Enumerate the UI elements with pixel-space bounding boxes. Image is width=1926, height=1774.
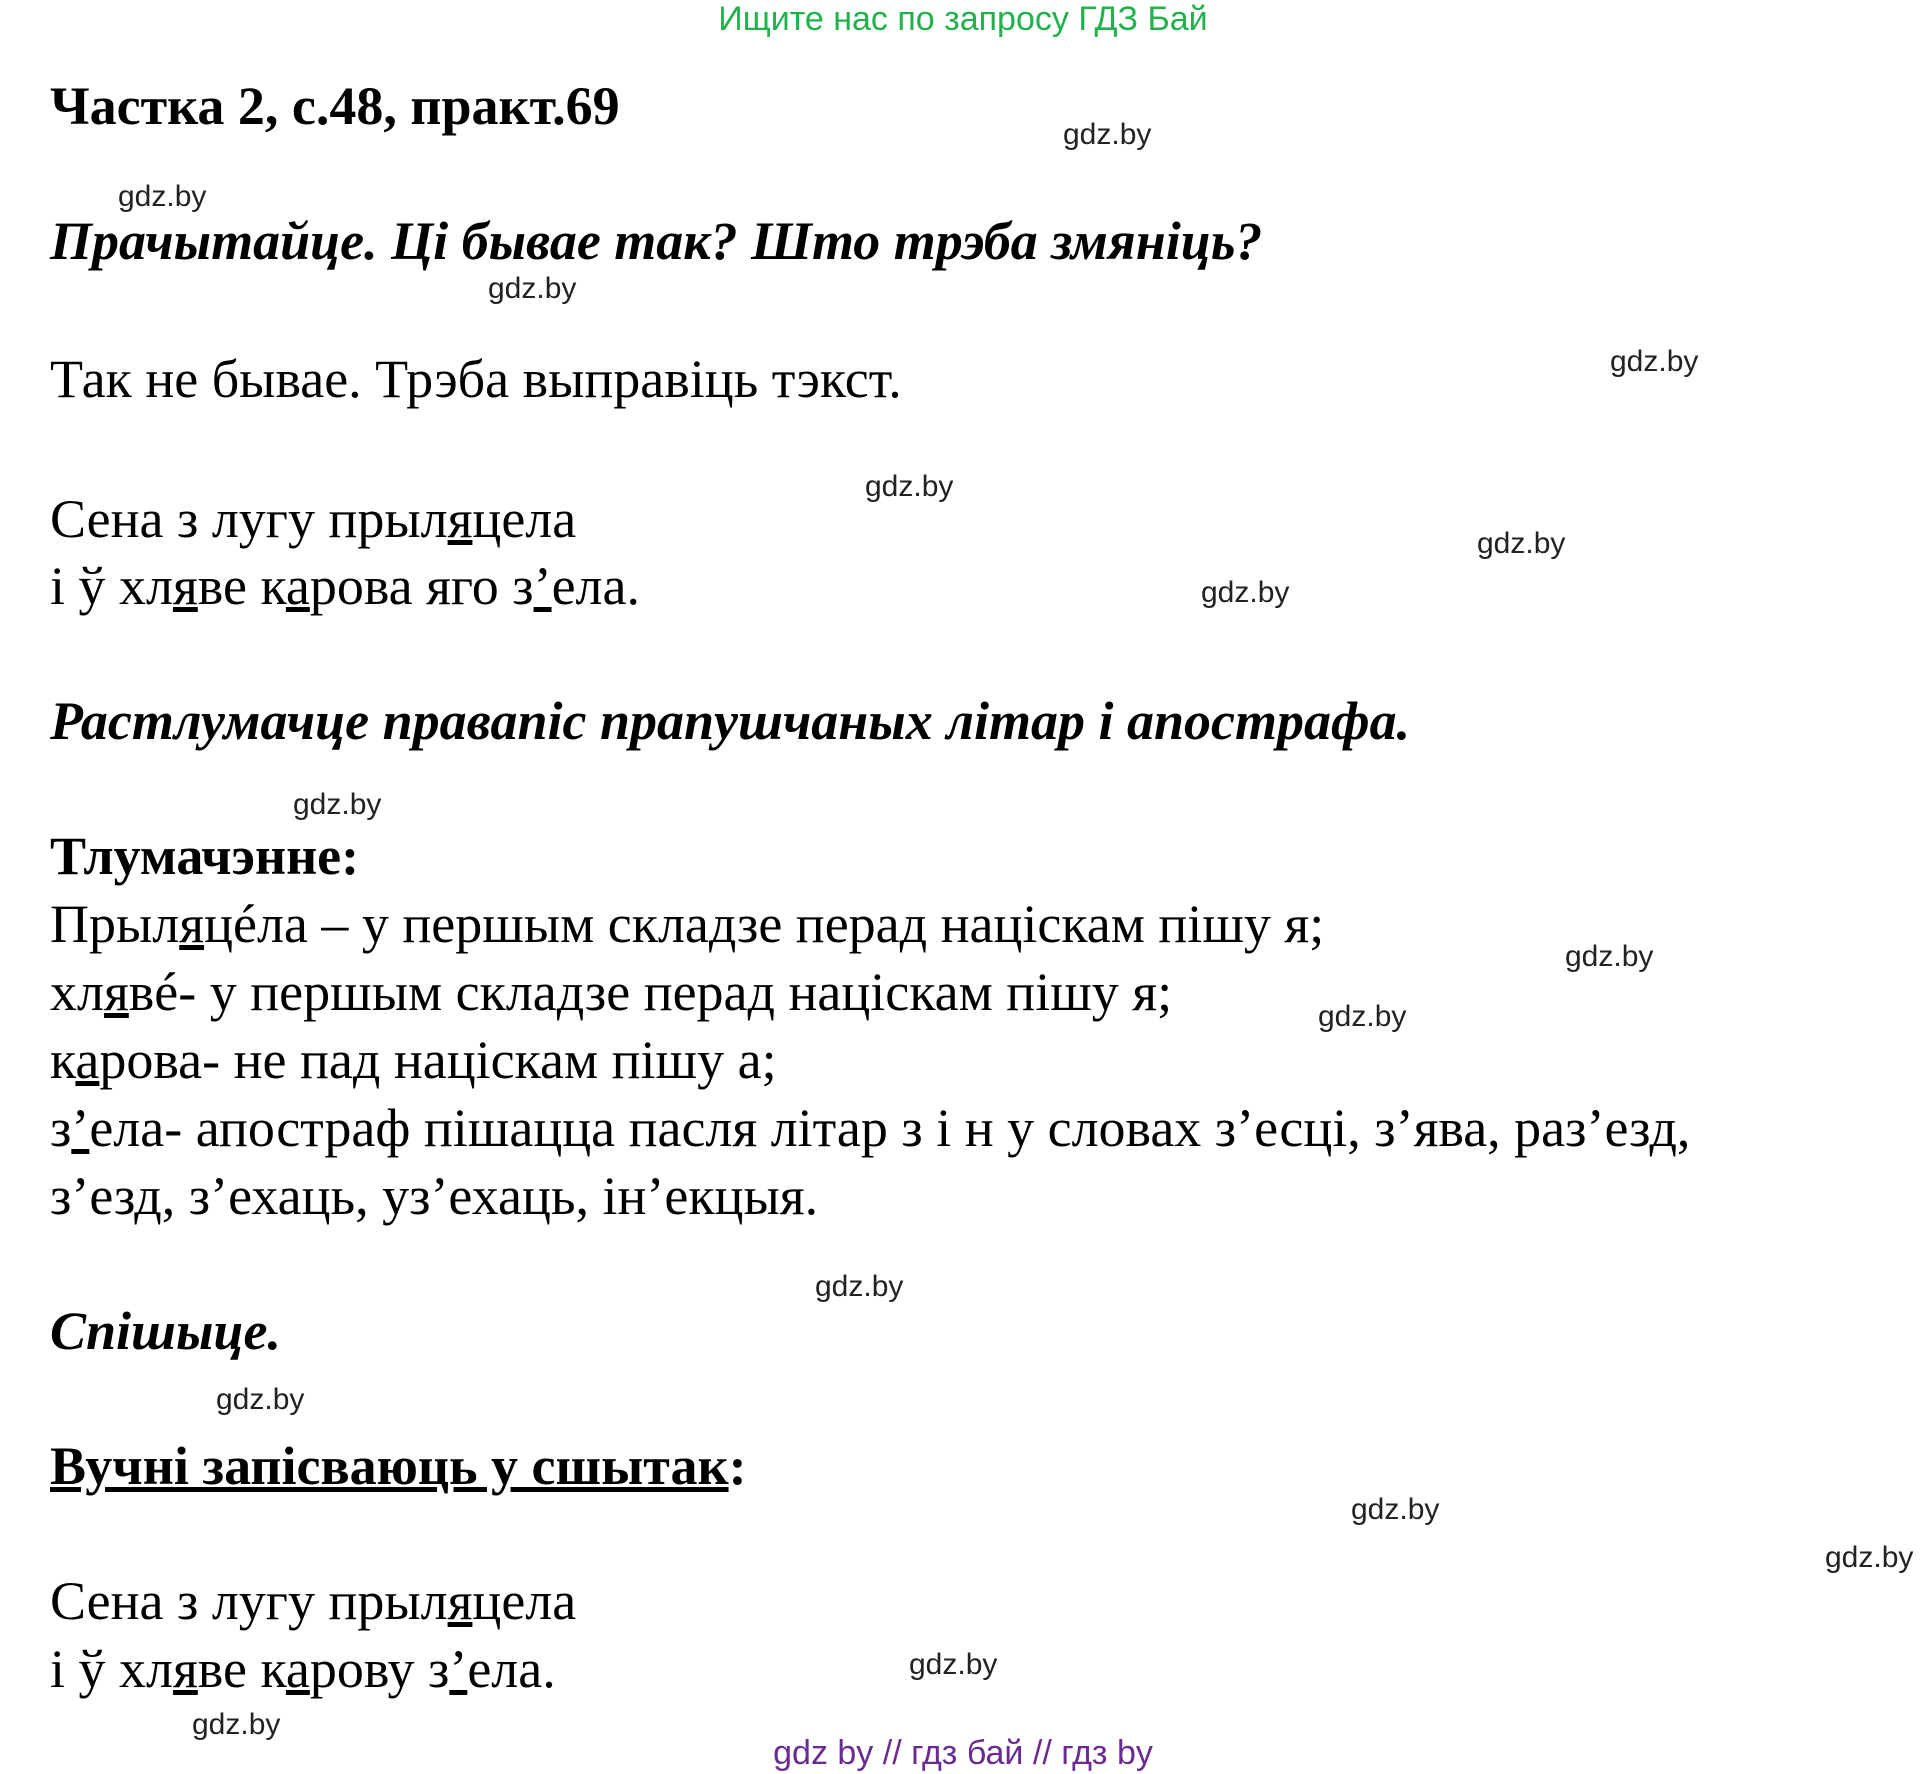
underlined-letter: я — [103, 962, 129, 1022]
underlined-apostrophe: ’ — [71, 1098, 90, 1158]
poem1-line2: і ў хляве карова яго з’ела. — [50, 556, 640, 616]
explanation-line-3: карова- не пад націскам пішу а; — [50, 1030, 777, 1090]
poem2-line1: Сена з лугу прыляцела — [50, 1571, 577, 1631]
explanation-line-2: хлявé- у першым складзе перад націскам пішу я; — [50, 962, 1173, 1022]
poem1-line1: Сена з лугу прыляцела — [50, 489, 577, 549]
underlined-letter: а — [285, 1639, 310, 1699]
underlined-letter: я — [172, 556, 198, 616]
watermark: gdz.by — [865, 470, 954, 503]
watermark: gdz.by — [293, 788, 382, 821]
footer-links: gdz by // гдз бай // гдз by — [773, 1734, 1153, 1772]
watermark: gdz.by — [1063, 118, 1152, 151]
explanation-line-5: з’езд, з’ехаць, уз’ехаць, ін’екцыя. — [50, 1166, 819, 1226]
task-prompt-1: Прачытайце. Ці бывае так? Што трэба змяніць? — [50, 211, 1263, 271]
watermark: gdz.by — [1201, 576, 1290, 609]
underlined-letter: я — [447, 1571, 473, 1631]
watermark: gdz.by — [909, 1648, 998, 1681]
watermark: gdz.by — [1610, 345, 1699, 378]
watermark: gdz.by — [815, 1270, 904, 1303]
explanation-line-4: з’ела- апостраф пішацца пасля літар з і н у словах з’есці, з’ява, раз’езд, — [50, 1098, 1691, 1158]
watermark: gdz.by — [118, 180, 207, 213]
underlined-letter: а — [75, 1030, 100, 1090]
explanation-heading: Тлумачэнне: — [50, 826, 360, 886]
write-heading: Вучні запісваюць у сшытак: — [50, 1436, 747, 1496]
underlined-apostrophe: ’ — [533, 556, 552, 616]
page-title: Частка 2, с.48, практ.69 — [50, 76, 620, 136]
task-prompt-3: Спішыце. — [50, 1301, 282, 1361]
poem2-line2: і ў хляве карову з’ела. — [50, 1639, 556, 1699]
watermark: gdz.by — [1351, 1493, 1440, 1526]
watermark: gdz.by — [1825, 1541, 1914, 1574]
watermark: gdz.by — [216, 1383, 305, 1416]
watermark: gdz.by — [1477, 527, 1566, 560]
watermark: gdz.by — [192, 1708, 281, 1741]
underlined-letter: а — [285, 556, 310, 616]
top-banner: Ищите нас по запросу ГДЗ Бай — [718, 0, 1208, 38]
explanation-line-1: Прыляцéла – у першым складзе перад націскам пішу я; — [50, 894, 1325, 954]
watermark: gdz.by — [1565, 940, 1654, 973]
underlined-apostrophe: ’ — [449, 1639, 468, 1699]
task-prompt-2: Растлумачце правапіс прапушчаных літар і апострафа. — [50, 691, 1411, 751]
underlined-letter: я — [179, 894, 205, 954]
watermark: gdz.by — [1318, 1000, 1407, 1033]
underlined-letter: я — [447, 489, 473, 549]
answer-1: Так не бывае. Трэба выправіць тэкст. — [50, 349, 902, 409]
underlined-letter: я — [172, 1639, 198, 1699]
watermark: gdz.by — [488, 272, 577, 305]
